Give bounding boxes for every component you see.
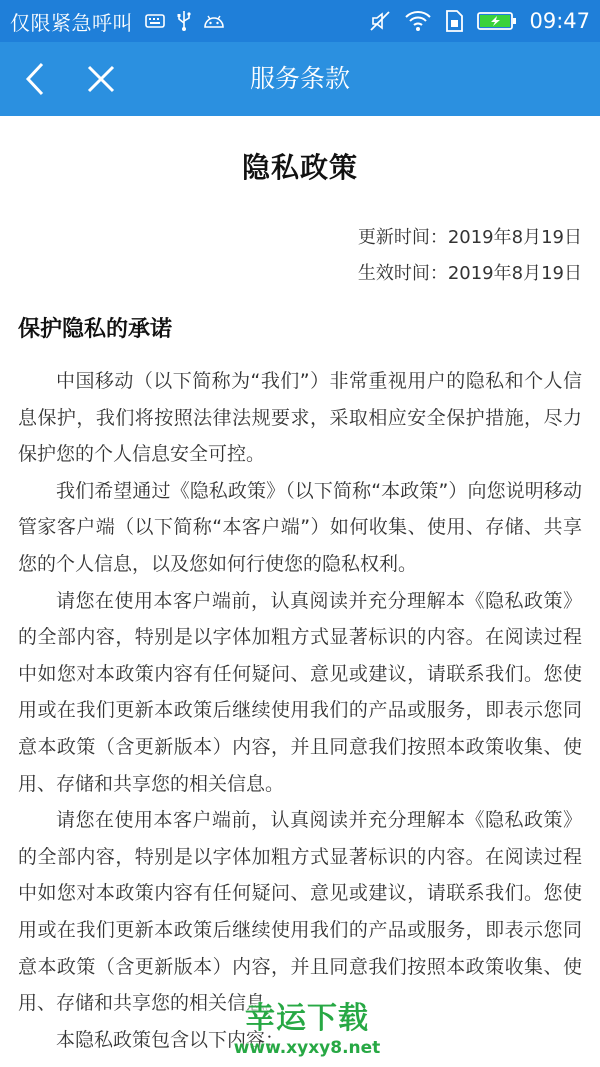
paragraph: 本隐私政策包含以下内容： <box>56 1028 285 1051</box>
chevron-left-icon <box>24 61 46 97</box>
android-debug-icon <box>203 13 225 29</box>
paragraph: 请您在使用本客户端前，认真阅读并充分理解本《隐私政策》的全部内容，特别是以字体加粗方式显著标识的内容。在阅读过程中如您对本政策内容有任何疑问、意见或建议，请联系我们。您使用或在我们更新本政策后继续使用我们的产品或服务，即表示您同意本政策（含更新版本）内容，并且同意我们按照本政策收集、使用、存储和共享您的相关信息。 <box>18 809 582 1015</box>
status-bar <box>0 0 600 42</box>
status-right <box>355 0 590 42</box>
mute-icon <box>369 10 391 32</box>
usb-icon <box>177 10 191 32</box>
status-clock: 09:47 <box>529 9 590 33</box>
sim-icon <box>445 10 463 32</box>
app-bar <box>0 42 600 116</box>
watermark-url: www.xyxy8.net <box>233 1038 381 1058</box>
effective-date: 生效时间：2019年8月19日 <box>357 263 582 284</box>
close-icon <box>86 64 116 94</box>
updated-date: 更新时间：2019年8月19日 <box>357 227 582 248</box>
carrier-text: 仅限紧急呼叫 <box>10 10 133 35</box>
document-body <box>18 363 582 1058</box>
wifi-icon <box>405 11 431 31</box>
battery-charging-icon <box>477 11 517 31</box>
document-scroll-area[interactable] <box>0 116 600 1067</box>
page-title: 服务条款 <box>249 64 350 93</box>
document-dates <box>358 220 582 292</box>
paragraph: 我们希望通过《隐私政策》（以下简称“本政策”）向您说明移动管家客户端（以下简称“本客户端”）如何收集、使用、存储、共享您的个人信息，以及您如何行使您的隐私权利。 <box>18 479 582 575</box>
status-left <box>0 7 225 36</box>
watermark-title: 幸运下载 <box>245 1001 369 1036</box>
document-title: 隐私政策 <box>241 151 358 184</box>
section-heading: 保护隐私的承诺 <box>18 317 173 342</box>
close-button[interactable] <box>76 42 126 116</box>
back-button[interactable] <box>10 42 60 116</box>
paragraph: 请您在使用本客户端前，认真阅读并充分理解本《隐私政策》的全部内容，特别是以字体加粗方式显著标识的内容。在阅读过程中如您对本政策内容有任何疑问、意见或建议，请联系我们。您使用或在我们更新本政策后继续使用我们的产品或服务，即表示您同意本政策（含更新版本）内容，并且同意我们按照本政策收集、使用、存储和共享您的相关信息。 <box>18 589 582 795</box>
keyboard-icon <box>145 14 165 28</box>
paragraph: 中国移动（以下简称为“我们”）非常重视用户的隐私和个人信息保护，我们将按照法律法规要求，采取相应安全保护措施，尽力保护您的个人信息安全可控。 <box>18 370 582 466</box>
